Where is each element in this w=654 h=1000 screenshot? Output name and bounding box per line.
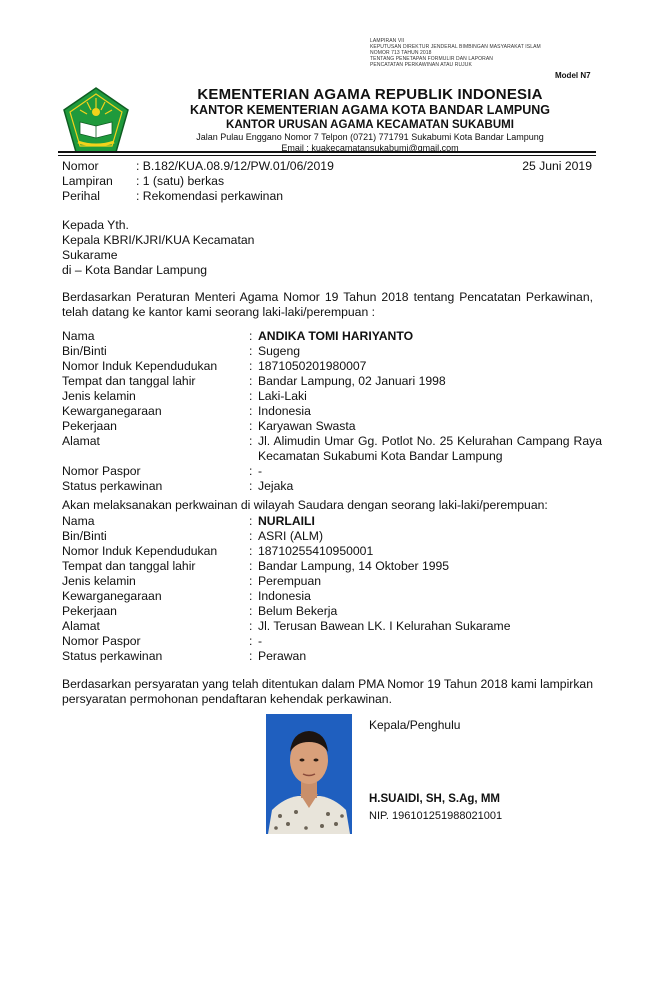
- perihal-label: Perihal: [62, 189, 100, 203]
- attachment-note-line: PENCATATAN PERKAWINAN ATAU RUJUK: [370, 62, 472, 68]
- field-label: Jenis kelamin: [62, 389, 136, 403]
- signatory-nip: NIP. 196101251988021001: [369, 810, 503, 822]
- field-row: Alamat : Jl. Alimudin Umar Gg. Potlot No. 25 Kelurahan Campang Raya Kecamatan Sukabumi Kota Bandar Lampung: [62, 434, 602, 463]
- field-label: Alamat: [62, 619, 100, 633]
- field-row: Alamat : Jl. Terusan Bawean LK. I Kelurahan Sukarame: [62, 619, 602, 634]
- signatory-title: Kepala/Penghulu: [369, 718, 461, 732]
- addressee-block: [62, 218, 254, 278]
- addressee-line: Sukarame: [62, 248, 118, 262]
- field-row: Nomor Paspor : -: [62, 634, 602, 649]
- person2-nama: NURLAILI: [258, 514, 315, 528]
- applicant-photo: [266, 714, 352, 834]
- field-row: Status perkawinan : Jejaka: [62, 479, 602, 494]
- field-row: Tempat dan tanggal lahir : Bandar Lampung, 02 Januari 1998: [62, 374, 602, 389]
- field-row: Jenis kelamin : Perempuan: [62, 574, 602, 589]
- person1-status: Jejaka: [258, 479, 294, 493]
- person2-ttl: Bandar Lampung, 14 Oktober 1995: [258, 559, 450, 573]
- letter-date: 25 Juni 2019: [522, 159, 592, 173]
- model-label: Model N7: [555, 71, 591, 80]
- attachment-note-line: KEPUTUSAN DIREKTUR JENDERAL BIMBINGAN MASYARAKAT ISLAM: [370, 44, 541, 50]
- addressee-line: di – Kota Bandar Lampung: [62, 263, 208, 277]
- attachment-note: [370, 38, 570, 68]
- person1-nama: ANDIKA TOMI HARIYANTO: [258, 329, 414, 343]
- person2-status: Perawan: [258, 649, 307, 663]
- ministry-logo-icon: [60, 86, 132, 156]
- letter-meta: [62, 159, 592, 204]
- attachment-note-line: TENTANG PENETAPAN FORMULIR DAN LAPORAN: [370, 56, 493, 62]
- field-label: Nama: [62, 514, 95, 528]
- letterhead: [130, 86, 610, 154]
- field-row: Kewarganegaraan : Indonesia: [62, 404, 602, 419]
- letterhead-ministry: KEMENTERIAN AGAMA REPUBLIK INDONESIA: [197, 86, 543, 103]
- field-row: Nomor Paspor : -: [62, 464, 602, 479]
- person2-pekerjaan: Belum Bekerja: [258, 604, 338, 618]
- field-label: Bin/Binti: [62, 344, 107, 358]
- letterhead-district-office: KANTOR URUSAN AGAMA KECAMATAN SUKABUMI: [226, 119, 514, 131]
- field-row: Tempat dan tanggal lahir : Bandar Lampung, 14 Oktober 1995: [62, 559, 602, 574]
- nomor-label: Nomor: [62, 159, 99, 173]
- field-label: Nomor Induk Kependudukan: [62, 544, 218, 558]
- field-row: Nama : ANDIKA TOMI HARIYANTO: [62, 329, 602, 344]
- lampiran-value: : 1 (satu) berkas: [136, 174, 225, 188]
- field-label: Kewarganegaraan: [62, 404, 162, 418]
- person1-bin-binti: Sugeng: [258, 344, 301, 358]
- person2-bin-binti: ASRI (ALM): [258, 529, 324, 543]
- letterhead-divider-thin: [58, 155, 596, 156]
- field-label: Tempat dan tanggal lahir: [62, 374, 196, 388]
- person1-pekerjaan: Karyawan Swasta: [258, 419, 356, 433]
- lampiran-label: Lampiran: [62, 174, 113, 188]
- letterhead-city-office: KANTOR KEMENTERIAN AGAMA KOTA BANDAR LAMPUNG: [190, 103, 550, 117]
- field-label: Pekerjaan: [62, 419, 117, 433]
- perihal-value: : Rekomendasi perkawinan: [136, 189, 284, 203]
- field-row: Bin/Binti : Sugeng: [62, 344, 602, 359]
- attachment-note-line: LAMPIRAN VII: [370, 38, 405, 44]
- addressee-line: Kepala KBRI/KJRI/KUA Kecamatan: [62, 233, 255, 247]
- letterhead-divider-thick: [58, 151, 596, 153]
- person1-alamat: Jl. Alimudin Umar Gg. Potlot No. 25 Kelurahan Campang Raya Kecamatan Sukabumi Kota Bandar Lampung: [258, 434, 602, 463]
- field-row: Kewarganegaraan : Indonesia: [62, 589, 602, 604]
- field-row: Nama : NURLAILI: [62, 514, 602, 529]
- person2-nik: 18710255410950001: [258, 544, 374, 558]
- signature-block: [369, 718, 599, 822]
- letterhead-email: Email : kuakecamatansukabumi@gmail.com: [281, 143, 459, 153]
- field-label: Tempat dan tanggal lahir: [62, 559, 196, 573]
- field-label: Nomor Paspor: [62, 634, 141, 648]
- person2-fields: [62, 514, 602, 664]
- person2-alamat: Jl. Terusan Bawean LK. I Kelurahan Sukarame: [258, 619, 511, 633]
- field-label: Kewarganegaraan: [62, 589, 162, 603]
- field-row: Pekerjaan : Karyawan Swasta: [62, 419, 602, 434]
- middle-paragraph: Akan melaksanakan perkwainan di wilayah Saudara dengan seorang laki-laki/perempuan:: [62, 498, 548, 512]
- field-label: Pekerjaan: [62, 604, 117, 618]
- field-row: Status perkawinan : Perawan: [62, 649, 602, 664]
- field-label: Nomor Induk Kependudukan: [62, 359, 218, 373]
- person2-jenis-kelamin: Perempuan: [258, 574, 322, 588]
- nomor-value: : B.182/KUA.08.9/12/PW.01/06/2019: [136, 159, 334, 173]
- attachment-note-line: NOMOR 713 TAHUN 2018: [370, 50, 432, 56]
- field-label: Status perkawinan: [62, 479, 163, 493]
- intro-paragraph: Berdasarkan Peraturan Menteri Agama Nomor 19 Tahun 2018 tentang Pencatatan Perkawinan, telah datang ke kantor kami seorang laki-laki/perempuan :: [62, 290, 593, 319]
- person1-ttl: Bandar Lampung, 02 Januari 1998: [258, 374, 446, 388]
- field-label: Nomor Paspor: [62, 464, 141, 478]
- field-row: Nomor Induk Kependudukan : 18710255410950001: [62, 544, 602, 559]
- person1-nik: 1871050201980007: [258, 359, 367, 373]
- person2-paspor: -: [258, 634, 263, 648]
- person1-jenis-kelamin: Laki-Laki: [258, 389, 307, 403]
- field-label: Bin/Binti: [62, 529, 107, 543]
- field-label: Jenis kelamin: [62, 574, 136, 588]
- person1-kewarganegaraan: Indonesia: [258, 404, 311, 418]
- field-label: Status perkawinan: [62, 649, 163, 663]
- field-row: Pekerjaan : Belum Bekerja: [62, 604, 602, 619]
- closing-paragraph: Berdasarkan persyaratan yang telah ditentukan dalam PMA Nomor 19 Tahun 2018 kami lampirkan persyaratan permohonan pendaftaran kehendak perkawinan.: [62, 677, 593, 706]
- signatory-name: H.SUAIDI, SH, S.Ag, MM: [369, 793, 500, 805]
- addressee-line: Kepada Yth.: [62, 218, 129, 232]
- person2-kewarganegaraan: Indonesia: [258, 589, 311, 603]
- field-row: Nomor Induk Kependudukan : 1871050201980007: [62, 359, 602, 374]
- letterhead-address: Jalan Pulau Enggano Nomor 7 Telpon (0721) 771791 Sukabumi Kota Bandar Lampung: [196, 132, 544, 142]
- field-row: Bin/Binti : ASRI (ALM): [62, 529, 602, 544]
- field-label: Alamat: [62, 434, 100, 448]
- field-row: Jenis kelamin : Laki-Laki: [62, 389, 602, 404]
- field-label: Nama: [62, 329, 95, 343]
- person1-paspor: -: [258, 464, 263, 478]
- person1-fields: [62, 329, 602, 494]
